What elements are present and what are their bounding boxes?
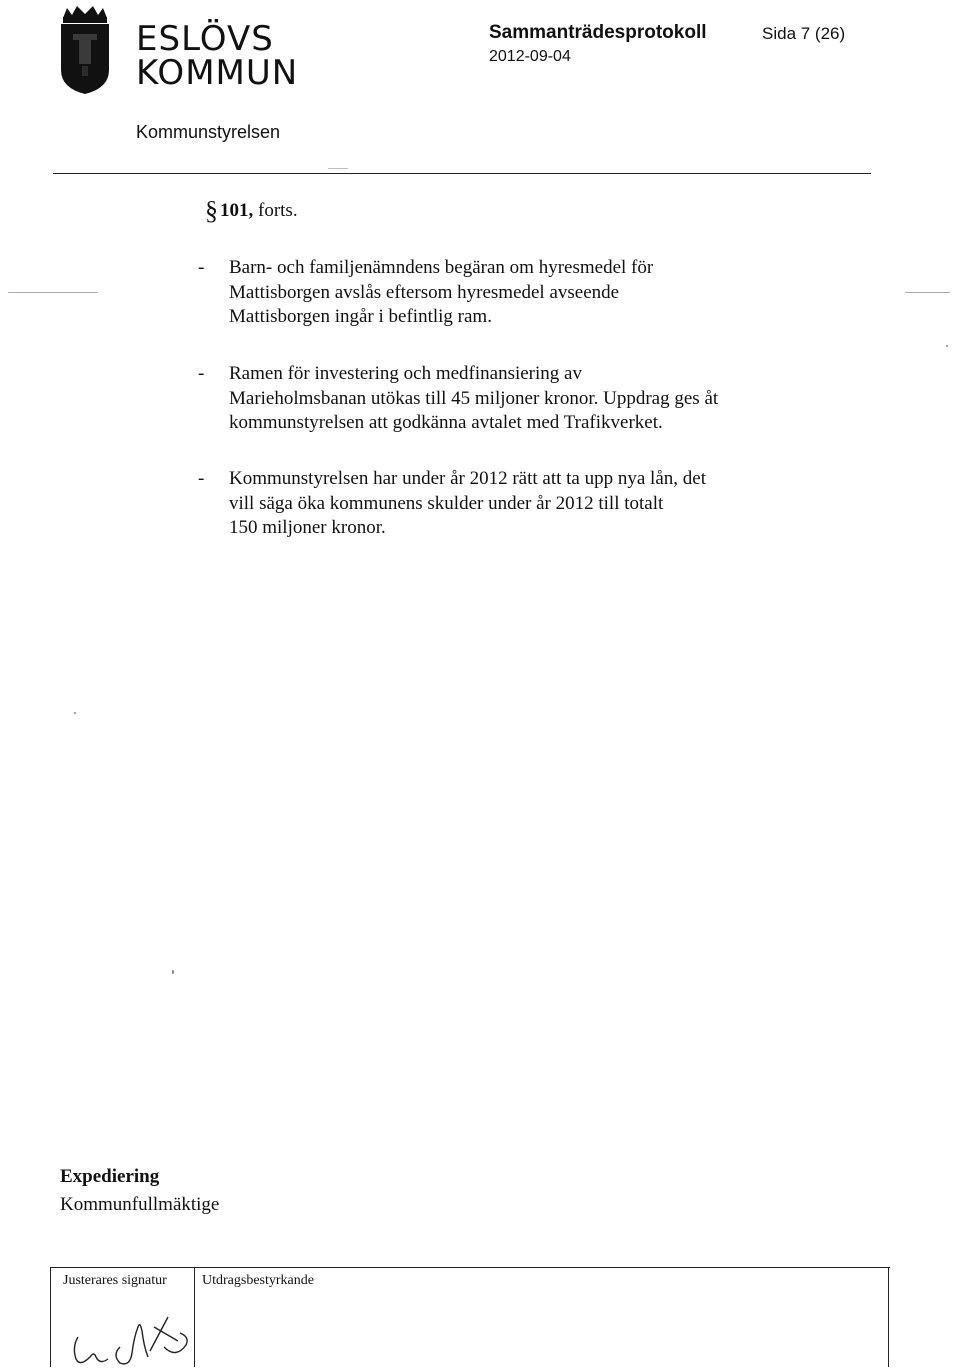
expediering-recipient: Kommunfullmäktige [60, 1194, 220, 1215]
header-divider [53, 173, 871, 174]
item-text [229, 362, 789, 436]
scan-noise [74, 712, 76, 714]
item-line: vill säga öka kommunens skulder under år 2012 till totalt [229, 492, 664, 514]
meeting-date: 2012-09-04 [489, 48, 571, 65]
expediering-heading: Expediering [60, 1166, 160, 1187]
signature-table [50, 1267, 890, 1367]
table-left-border [50, 1267, 51, 1367]
item-line: Marieholmsbanan utökas till 45 miljoner kronor. Uppdrag ges åt [229, 387, 719, 409]
logo-line-2: KOMMUN [136, 53, 299, 93]
item-text [229, 467, 789, 541]
item-line: Barn- och familjenämndens begäran om hyresmedel för [229, 257, 654, 278]
item-line: 150 miljoner kronor. [229, 517, 386, 538]
logo-line-1: ESLÖVS [136, 19, 274, 59]
page-number: Sida 7 (26) [762, 24, 846, 43]
item-dash: - [198, 363, 205, 384]
section-symbol: § [205, 196, 218, 225]
item-dash: - [198, 257, 205, 278]
municipality-logo-text [136, 19, 299, 93]
item-line: Ramen för investering och medfinansiering av [229, 363, 582, 384]
scan-noise [172, 970, 174, 974]
document-title: Sammanträdesprotokoll [489, 22, 707, 43]
table-top-border [50, 1267, 890, 1268]
item-dash: - [198, 468, 205, 489]
item-line: Mattisborgen avslås eftersom hyresmedel avseende [229, 281, 620, 303]
scan-noise [946, 345, 948, 347]
coat-of-arms-icon [57, 4, 113, 96]
item-text [229, 256, 789, 330]
scan-noise [905, 292, 950, 293]
scan-noise [8, 292, 98, 293]
signature-icon [68, 1297, 198, 1367]
item-line: Kommunstyrelsen har under år 2012 rätt att ta upp nya lån, det [229, 468, 706, 489]
section-number: 101, [220, 200, 254, 221]
section-suffix: forts. [258, 200, 298, 221]
section-reference [205, 196, 298, 226]
scan-noise [328, 168, 348, 169]
table-right-border [888, 1267, 889, 1367]
item-line: kommunstyrelsen att godkänna avtalet med Trafikverket. [229, 412, 663, 433]
extract-label: Utdragsbestyrkande [202, 1273, 314, 1288]
item-line: Mattisborgen ingår i befintlig ram. [229, 306, 492, 327]
signature-label: Justerares signatur [63, 1273, 167, 1288]
committee-name: Kommunstyrelsen [136, 122, 281, 142]
